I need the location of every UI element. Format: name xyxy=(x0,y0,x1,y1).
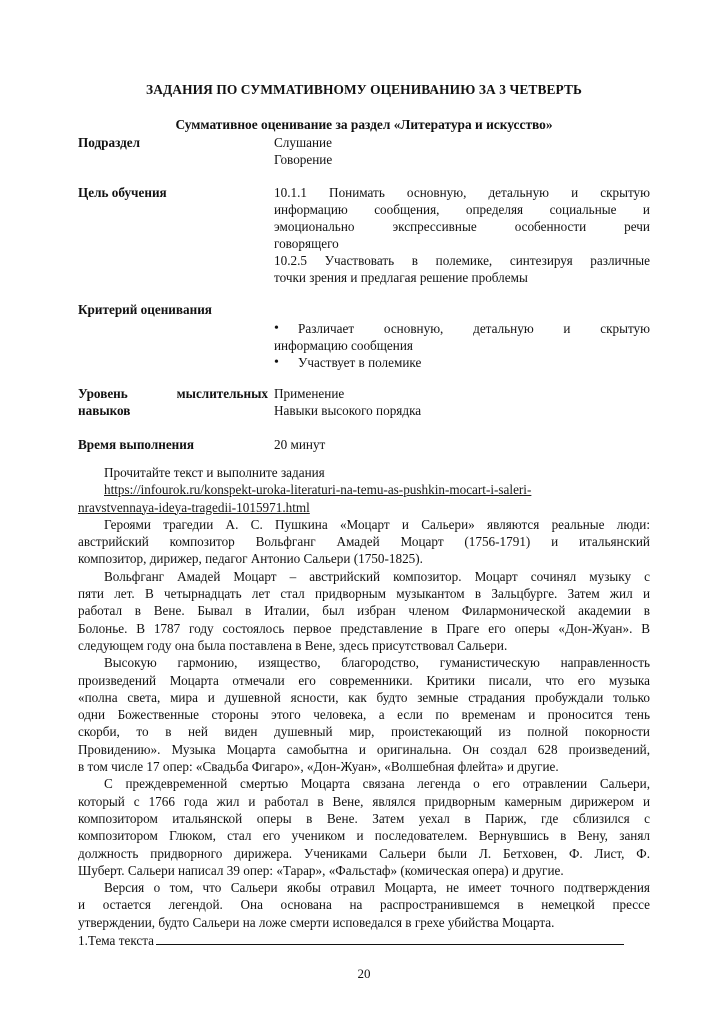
value-line: Слушание xyxy=(274,135,332,150)
text-line: пяти лет. В четырнадцать лет стал придворным музыкантом в Зальцбурге. Затем жил и xyxy=(78,586,650,602)
text-line: произведений Моцарта отмечали его современники. Критики писали, что его музыка xyxy=(78,672,650,688)
paragraph-5 xyxy=(78,879,650,931)
label-line: Уровень мыслительных xyxy=(78,386,268,401)
text-line: должность придворного дирижера. Учениками Сальери были Л. Бетховен, Ф. Лист, Ф. xyxy=(78,845,650,861)
intro-line: Прочитайте текст и выполните задания xyxy=(104,465,325,480)
text-line: работал в Вене. Бывал в Италии, был избран членом Филармонической академии в xyxy=(78,603,650,619)
text-line: одни Божественные стороны этого человека, а если по временам и проносится тень xyxy=(78,707,650,723)
task-1-label: 1.Тема текста xyxy=(78,933,155,948)
section-subtitle: Суммативное оценивание за раздел «Литература и искусство» xyxy=(175,117,553,132)
source-link[interactable]: https://infourok.ru/konspekt-uroka-literaturi-na-temu-as-pushkin-mocart-i-saleri- xyxy=(104,482,532,498)
page-number: 20 xyxy=(357,966,371,981)
criterion-bullets xyxy=(274,320,650,371)
text-line: Версия о том, что Сальери якобы отравил Моцарта, не имеет точного подтверждения xyxy=(104,880,650,896)
row-label-level xyxy=(78,385,268,419)
text-line: «полна света, мира и душевной ясности, как будто земные страдания пробуждали только xyxy=(78,689,650,705)
text-line: Героями трагедии А. С. Пушкина «Моцарт и Сальери» являются реальные люди: xyxy=(104,516,650,532)
value-line: информацию сообщения, определяя социальные и xyxy=(274,202,650,217)
row-label-subsection: Подраздел xyxy=(78,135,141,150)
text-line: австрийский композитор Вольфганг Амадей Моцарт (1756-1791) и итальянский xyxy=(78,534,650,550)
bullet-line: информацию сообщения xyxy=(274,338,413,353)
row-label-criterion: Критерий оценивания xyxy=(78,302,212,317)
criterion-bullet-1 xyxy=(274,320,650,337)
text-line: утверждении, будто Сальери на ложе смерти исповедался в грехе убийства Моцарта. xyxy=(78,914,555,930)
source-link-continuation[interactable]: nravstvennaya-ideya-tragedii-1015971.html xyxy=(78,499,310,515)
value-line: 10.2.5 Участвовать в полемике, синтезируя различные xyxy=(274,253,650,268)
text-line: скорби, то в ней виден душевный мир, проистекающий из полной покорности xyxy=(78,724,650,740)
row-value-level xyxy=(274,385,650,419)
text-line: и остается легендой. Она основана на распространившемся в немецкой прессе xyxy=(78,897,650,913)
bullet-line: • Различает основную, детальную и скрытую xyxy=(298,321,650,336)
value-line: говорящего xyxy=(274,236,339,251)
page-title: ЗАДАНИЯ ПО СУММАТИВНОМУ ОЦЕНИВАНИЮ ЗА 3 ЧЕТВЕРТЬ xyxy=(146,82,582,97)
bullet-line: • Участвует в полемике xyxy=(298,355,422,370)
value-line: Навыки высокого порядка xyxy=(274,403,422,418)
text-line: Болонье. В 1787 году состоялось первое представление в Праге его оперы «Дон-Жуан». В xyxy=(78,620,650,636)
paragraph-2 xyxy=(78,568,650,654)
text-line: композитором итальянской оперы в Вене. Затем уехал в Париж, где сблизился с xyxy=(78,810,650,826)
value-line: точки зрения и предлагая решение проблемы xyxy=(274,270,528,285)
paragraph-3 xyxy=(78,654,650,775)
text-line: С преждевременной смертью Моцарта связана легенда о его отравлении Сальери, xyxy=(104,776,650,792)
label-line: навыков xyxy=(78,403,131,418)
value-line: эмоционально экспрессивные особенности речи xyxy=(274,219,650,234)
text-line: композитором Глюком, стал его учеником и последователем. Вернувшись в Вену, занял xyxy=(78,828,650,844)
text-line: следующем году она была поставлена в Вене, здесь присутствовал Сальери. xyxy=(78,637,508,653)
paragraph-4 xyxy=(78,775,650,879)
body-text xyxy=(78,464,650,931)
text-line: Высокую гармонию, изящество, благородство, гуманистическую направленность xyxy=(104,655,650,671)
value-line: Применение xyxy=(274,386,345,401)
text-line: который с 1766 года жил и работал в Вене, являлся придворным камерным дирижером и xyxy=(78,793,650,809)
row-value-time: 20 минут xyxy=(274,437,326,452)
paragraph-1 xyxy=(78,516,650,568)
row-label-time: Время выполнения xyxy=(78,437,195,452)
value-line: 10.1.1 Понимать основную, детальную и скрытую xyxy=(274,185,650,200)
row-value-subsection xyxy=(274,134,650,168)
text-line: Провидению». Музыка Моцарта самобытна и оригинальна. Он создал 628 произведений, xyxy=(78,741,650,757)
row-label-goal: Цель обучения xyxy=(78,185,167,200)
row-value-goal xyxy=(274,184,650,286)
criterion-bullet-2 xyxy=(274,354,650,371)
text-line: в том числе 17 опер: «Свадьба Фигаро», «Дон-Жуан», «Волшебная флейта» и другие. xyxy=(78,759,559,775)
task-1 xyxy=(78,932,624,949)
task-1-answer-line[interactable] xyxy=(156,932,624,945)
text-line: композитор, дирижер, педагог Антонио Сальери (1750-1825). xyxy=(78,551,423,567)
text-line: Шуберт. Сальери написал 39 опер: «Тарар», «Фальстаф» (комическая опера) и другие. xyxy=(78,862,564,878)
value-line: Говорение xyxy=(274,152,333,167)
text-line: Вольфганг Амадей Моцарт – австрийский композитор. Моцарт сочинял музыку с xyxy=(104,568,650,584)
